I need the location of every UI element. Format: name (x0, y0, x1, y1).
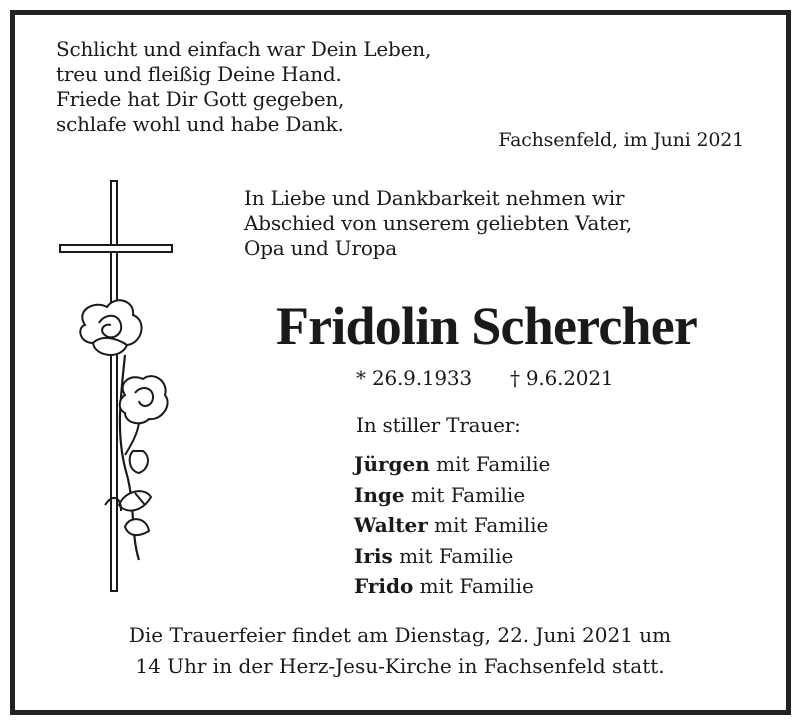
intro-line: In Liebe und Dankbarkeit nehmen wir (244, 186, 625, 210)
intro (244, 186, 632, 261)
poem-line: Friede hat Dir Gott gegeben, (56, 87, 345, 111)
mourner-name: Jürgen (354, 452, 430, 476)
mourner-name: Frido (354, 574, 414, 598)
mourner-suffix: mit Familie (413, 574, 534, 598)
mourner (354, 449, 550, 480)
intro-line: Abschied von unserem geliebten Vater, (244, 211, 633, 235)
mourner-name: Iris (354, 543, 393, 568)
mourning-heading: In stiller Trauer: (356, 413, 521, 437)
cross-with-roses-icon (55, 175, 180, 595)
mourner (354, 480, 550, 511)
funeral-line: Die Trauerfeier findet am Dienstag, 22. Juni 2021 um (128, 623, 672, 647)
funeral-line: 14 Uhr in der Herz-Jesu-Kirche in Fachsenfeld statt. (135, 654, 665, 678)
intro-line: Opa und Uropa (244, 236, 397, 260)
mourner-suffix: mit Familie (404, 482, 526, 507)
mourners-list (354, 449, 550, 602)
mourner (354, 541, 550, 572)
mourner (354, 510, 550, 541)
place-date: Fachsenfeld, im Juni 2021 (498, 129, 744, 151)
birth-date: * 26.9.1933 (356, 366, 472, 390)
poem-line: schlafe wohl und habe Dank. (56, 112, 344, 136)
death-date: † 9.6.2021 (509, 366, 614, 390)
mourner-name: Inge (354, 482, 405, 507)
mourner-suffix: mit Familie (427, 513, 549, 537)
deceased-name: Fridolin Schercher (276, 296, 698, 356)
poem-line: treu und fleißig Deine Hand. (56, 62, 342, 86)
mourner-suffix: mit Familie (429, 452, 551, 476)
poem (56, 37, 431, 137)
mourner-name: Walter (354, 513, 428, 537)
life-dates (356, 366, 613, 391)
poem-line: Schlicht und einfach war Dein Leben, (56, 37, 432, 61)
mourner (354, 571, 550, 602)
funeral-notice (0, 620, 800, 682)
mourner-suffix: mit Familie (392, 543, 514, 568)
